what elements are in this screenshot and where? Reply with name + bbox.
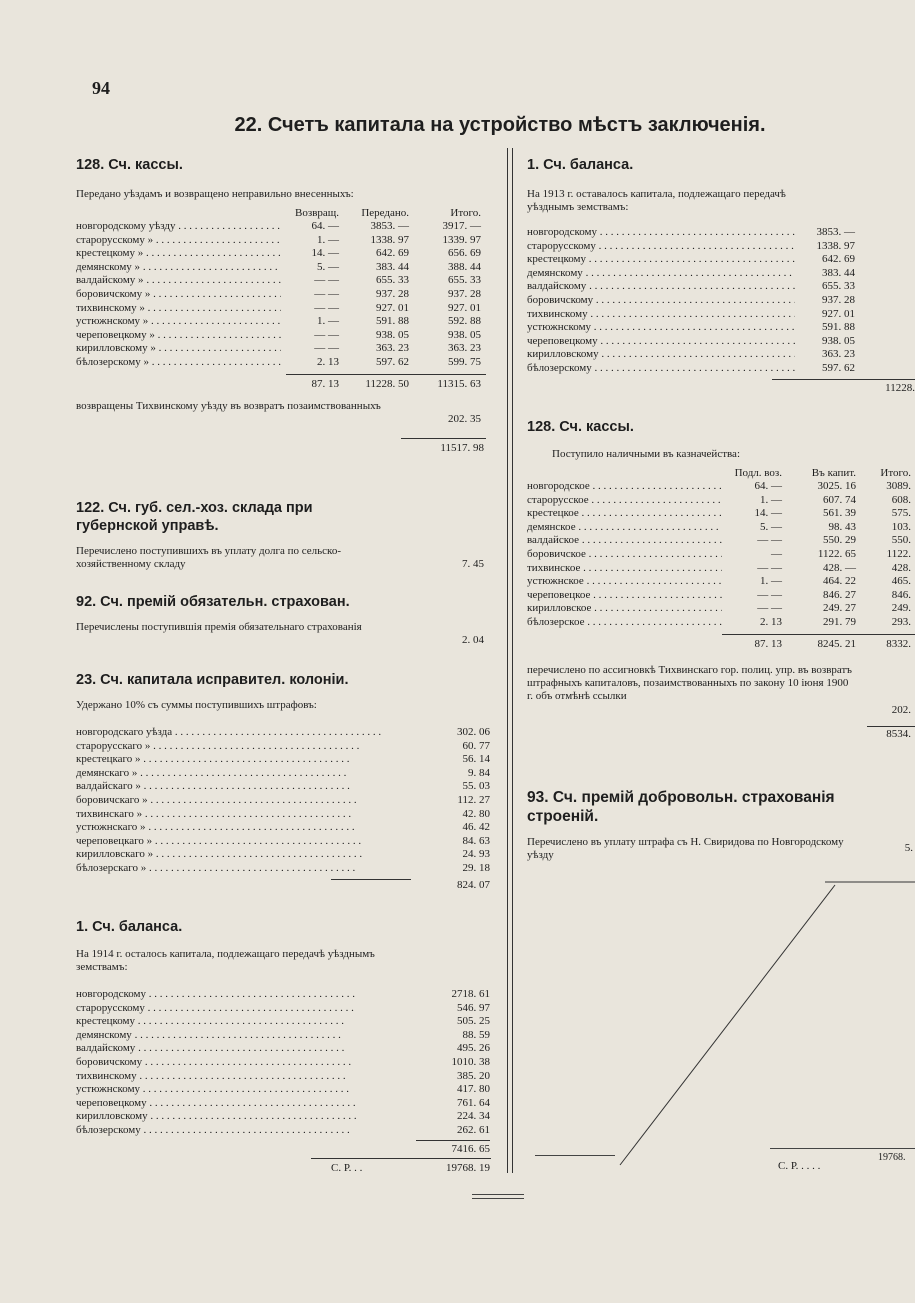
table-row — [527, 348, 855, 362]
table-row — [527, 602, 915, 616]
row-value: — — — [757, 588, 782, 601]
table-row — [527, 494, 915, 508]
row-label: тихвинскому » . . . — [76, 302, 281, 316]
row-value: 224. 34 — [457, 1110, 490, 1123]
row-label: новгородскому . . . — [76, 988, 410, 1002]
col-header: Итого. — [450, 207, 481, 219]
row-value: 388. 44 — [448, 260, 481, 273]
table-row — [527, 575, 915, 589]
row-value: 302. 06 — [457, 726, 490, 738]
row-value: — — — [757, 534, 782, 547]
table-row — [527, 534, 915, 548]
table-row — [76, 1029, 490, 1043]
column-headers — [76, 207, 490, 220]
section-value: 5. — [904, 842, 913, 854]
col-header: Подл. воз. — [734, 467, 782, 479]
row-label: бѣлозерскаго » . . . — [76, 862, 410, 876]
table-row — [76, 342, 490, 356]
table-row — [527, 240, 855, 254]
row-label: боровичскаго » . . . — [76, 794, 410, 808]
row-label: новгородскому . . . — [527, 226, 795, 240]
table-row — [527, 589, 915, 603]
table-row — [76, 288, 490, 302]
row-value: 550. — [891, 534, 911, 547]
section-text: Перечислено поступившихъ въ уплату долга по сельско-хозяйственному складу — [76, 545, 341, 570]
page-footer-rule — [472, 1198, 524, 1199]
column-headers — [527, 467, 915, 480]
row-value: — — — [314, 274, 339, 287]
row-value: 597. 62 — [822, 361, 855, 374]
row-value: 14. — — [311, 247, 339, 260]
section-intro: Передано уѣздамъ и возвращено неправильно внесенныхъ: — [76, 188, 354, 200]
table-row — [527, 480, 915, 494]
row-label: валдайскому . . . — [527, 280, 795, 294]
right-bottom-rule — [535, 1155, 615, 1156]
row-label: череповецкое . . . — [527, 589, 722, 603]
table-row — [527, 507, 915, 521]
row-label: кирилловскому . . . — [527, 348, 795, 362]
row-value: 363. 23 — [822, 348, 855, 361]
table-row — [527, 226, 855, 240]
row-value: 575. — [891, 507, 911, 520]
table-row — [76, 835, 490, 849]
total-row — [76, 1138, 490, 1156]
row-value: 505. 25 — [457, 1015, 490, 1028]
row-value: 428. — [891, 561, 911, 574]
row-value: 597. 62 — [376, 355, 409, 368]
row-label: череповецкому . . . — [76, 1097, 410, 1111]
page-footer-rule — [472, 1194, 524, 1195]
table-row — [76, 740, 490, 754]
row-value: 642. 69 — [822, 253, 855, 266]
row-value: 64. — — [754, 480, 782, 492]
section-93 — [527, 788, 915, 862]
table-row — [76, 1124, 490, 1138]
table-row — [527, 616, 915, 630]
row-value: 42. 80 — [462, 807, 490, 820]
row-value: 88. 59 — [462, 1028, 490, 1041]
row-value: — — — [314, 328, 339, 341]
table-row — [527, 521, 915, 535]
row-value: 2718. 61 — [451, 988, 490, 1000]
row-label: устюжнскому . . . — [76, 1083, 410, 1097]
row-value: 937. 28 — [448, 287, 481, 300]
row-value: 3089. — [886, 480, 911, 492]
row-label: старорусскаго » . . . — [76, 740, 410, 754]
table-row — [76, 767, 490, 781]
table-row — [76, 1042, 490, 1056]
row-label: бѣлозерскому . . . — [527, 362, 795, 376]
total-value: 87. 13 — [311, 377, 339, 390]
row-value: 1010. 38 — [451, 1055, 490, 1068]
row-value: 927. 01 — [376, 301, 409, 314]
table-row — [76, 821, 490, 835]
sr-value: 19768. 19 — [446, 1161, 490, 1174]
row-value: 428. — — [823, 561, 856, 574]
total-value: 824. 07 — [457, 878, 490, 891]
grand-total-value: 11517. 98 — [440, 441, 484, 454]
section-128-left — [76, 156, 490, 456]
returned-value: 202. 35 — [448, 412, 481, 425]
table-rows — [76, 726, 490, 876]
row-value: — — [771, 547, 782, 560]
section-heading: 92. Сч. премій обязательн. страхован. — [76, 594, 350, 610]
row-label: демянскому . . . — [527, 267, 795, 281]
total-value: 8245. 21 — [817, 637, 856, 650]
row-value: 1338. 97 — [370, 233, 409, 246]
table-row — [76, 1070, 490, 1084]
grand-total-row — [527, 724, 915, 744]
page-title: 22. Счетъ капитала на устройство мѣстъ заключенія. — [234, 114, 766, 136]
row-value: 1122. 65 — [817, 547, 856, 560]
row-value: 937. 28 — [376, 287, 409, 300]
table-row — [76, 726, 490, 740]
table-row — [76, 220, 490, 234]
row-value: 417. 80 — [457, 1083, 490, 1096]
row-value: 9. 84 — [468, 766, 490, 779]
row-value: 642. 69 — [376, 247, 409, 260]
table-row — [76, 1110, 490, 1124]
total-value: 11315. 63 — [437, 377, 481, 390]
table-row — [76, 1056, 490, 1070]
grand-total-row — [76, 436, 490, 456]
transfer-value: 202. — [891, 703, 911, 716]
table-rows — [527, 226, 855, 376]
row-label: тихвинскаго » . . . — [76, 808, 410, 822]
row-value: 927. 01 — [822, 307, 855, 320]
row-label: боровичскому . . . — [527, 294, 795, 308]
row-value: 927. 01 — [448, 301, 481, 314]
table-row — [527, 267, 855, 281]
table-row — [527, 562, 915, 576]
section-intro: Удержано 10% съ суммы поступившихъ штрафовъ: — [76, 699, 317, 711]
section-heading: 1. Сч. баланса. — [527, 157, 634, 173]
row-value: 1339. 97 — [442, 233, 481, 246]
row-value: — — — [314, 342, 339, 355]
table-row — [76, 1015, 490, 1029]
row-label: старорусскому . . . — [76, 1002, 410, 1016]
total-value: 8332. — [886, 637, 911, 650]
col-header: Въ капит. — [811, 467, 856, 479]
table-row — [527, 335, 855, 349]
section-heading: 23. Сч. капитала исправител. колоніи. — [76, 672, 349, 688]
row-value: 938. 05 — [448, 328, 481, 341]
row-label: новгородскаго уѣзда . . . — [76, 726, 410, 740]
row-value: 846. 27 — [823, 588, 856, 601]
row-label: крестецкому . . . — [527, 253, 795, 267]
grand-total-value: 8534. — [886, 727, 911, 740]
row-label: демянскаго » . . . — [76, 767, 410, 781]
row-value: 599. 75 — [448, 355, 481, 368]
totals-row — [76, 370, 490, 392]
row-label: бѣлозерскому » . . . — [76, 356, 281, 370]
row-label: крестецкаго » . . . — [76, 753, 410, 767]
row-label: валдайскому » . . . — [76, 274, 281, 288]
row-label: валдайское . . . — [527, 534, 722, 548]
total-row — [527, 376, 915, 394]
row-value: 385. 20 — [457, 1069, 490, 1082]
section-heading: 128. Сч. кассы. — [527, 419, 634, 435]
total-value: 87. 13 — [754, 637, 782, 650]
row-value: 249. 27 — [823, 602, 856, 615]
row-label: демянскому » . . . — [76, 261, 281, 275]
row-value: 291. 79 — [823, 615, 856, 628]
row-value: 592. 88 — [448, 315, 481, 328]
row-label: старорусскому » . . . — [76, 234, 281, 248]
table-row — [527, 548, 915, 562]
row-value: 655. 33 — [822, 280, 855, 293]
col-header: Возвращ. — [295, 207, 339, 219]
row-value: — — — [314, 301, 339, 314]
table-row — [76, 274, 490, 288]
table-row — [76, 247, 490, 261]
row-label: кирилловскаго » . . . — [76, 848, 410, 862]
row-value: 60. 77 — [462, 739, 490, 752]
row-value: 14. — — [754, 507, 782, 520]
row-value: 655. 33 — [376, 274, 409, 287]
row-value: 1122. — [886, 547, 911, 560]
table-row — [76, 753, 490, 767]
table-row — [76, 315, 490, 329]
col-header: Передано. — [361, 207, 409, 219]
table-row — [76, 780, 490, 794]
sr-label: С. Р. . . . . — [778, 1160, 821, 1172]
row-value: 3917. — — [442, 220, 481, 232]
section-heading: 93. Сч. премій добровольн. страхованія строеній. — [527, 789, 835, 825]
table-row — [76, 356, 490, 370]
page-number: 94 — [92, 78, 110, 98]
row-label: боровичское . . . — [527, 548, 722, 562]
table-row — [527, 308, 855, 322]
row-label: крестецкое . . . — [527, 507, 722, 521]
section-intro: Поступило наличными въ казначейства: — [552, 448, 740, 460]
row-value: 1338. 97 — [816, 239, 855, 252]
row-value: 1. — — [760, 575, 782, 588]
section-text: Перечислено въ уплату штрафа съ Н. Свиридова по Новгородскому уѣзду — [527, 836, 844, 861]
section-text: Перечислены поступившія премія обязательнаго страхованія — [76, 621, 362, 633]
section-23 — [76, 671, 490, 896]
row-value: 2. 13 — [317, 355, 339, 368]
row-value: 5. — — [760, 520, 782, 533]
sr-value: 19768. — [878, 1152, 906, 1163]
row-value: 262. 61 — [457, 1123, 490, 1136]
row-value: 5. — — [317, 260, 339, 273]
table-row — [76, 1097, 490, 1111]
row-value: 383. 44 — [376, 260, 409, 273]
row-value: 655. 33 — [448, 274, 481, 287]
row-label: устюжнское . . . — [527, 575, 722, 589]
row-value: — — — [757, 602, 782, 615]
totals-row — [527, 630, 915, 652]
row-value: 937. 28 — [822, 293, 855, 306]
row-label: новгородскому уѣзду . . . — [76, 220, 281, 234]
row-value: 103. — [891, 520, 911, 533]
row-label: старорусское . . . — [527, 494, 722, 508]
row-value: 84. 63 — [462, 834, 490, 847]
section-intro: На 1914 г. осталось капитала, подлежащаго передачѣ уѣзднымъ земствамъ: — [76, 948, 375, 973]
section-92 — [76, 593, 490, 646]
row-value: 608. — [891, 493, 911, 506]
section-heading: 128. Сч. кассы. — [76, 157, 183, 173]
table-rows — [76, 988, 490, 1138]
row-value: 846. — [891, 588, 911, 601]
row-value: 98. 43 — [828, 520, 856, 533]
sr-row — [76, 1156, 490, 1176]
total-value: 7416. 65 — [451, 1142, 490, 1155]
total-value: 11228. — [885, 381, 915, 394]
sr-label: С. Р. . . — [331, 1161, 363, 1174]
row-label: тихвинскому . . . — [527, 308, 795, 322]
row-value: 3025. 16 — [817, 480, 856, 492]
table-row — [76, 234, 490, 248]
table-row — [76, 1083, 490, 1097]
row-label: череповецкому . . . — [527, 335, 795, 349]
returned-text: возвращены Тихвинскому уѣзду въ возвратъ позаимствованныхъ — [76, 399, 381, 412]
section-128-right — [527, 418, 915, 744]
table-row — [76, 808, 490, 822]
total-value: 11228. 50 — [365, 377, 409, 390]
row-value: — — — [314, 287, 339, 300]
row-value: 2. 13 — [760, 615, 782, 628]
row-value: 656. 69 — [448, 247, 481, 260]
row-value: 550. 29 — [823, 534, 856, 547]
row-value: 64. — — [311, 220, 339, 232]
table-row — [76, 862, 490, 876]
section-1-left — [76, 918, 490, 1176]
row-value: 249. — [891, 602, 911, 615]
row-value: 1. — — [760, 493, 782, 506]
right-bottom-rule — [770, 1148, 915, 1149]
row-label: устюжнскому » . . . — [76, 315, 281, 329]
row-label: демянскому . . . — [76, 1029, 410, 1043]
row-label: кирилловское . . . — [527, 602, 722, 616]
table-row — [76, 261, 490, 275]
row-value: 363. 23 — [376, 342, 409, 355]
row-label: устюжнскому . . . — [527, 321, 795, 335]
table-row — [527, 294, 855, 308]
row-value: 46. 42 — [462, 821, 490, 834]
row-label: старорусскому . . . — [527, 240, 795, 254]
row-value: 112. 27 — [457, 793, 490, 806]
row-value: 383. 44 — [822, 266, 855, 279]
row-label: демянское . . . — [527, 521, 722, 535]
row-label: крестецкому . . . — [76, 1015, 410, 1029]
row-value: 561. 39 — [823, 507, 856, 520]
section-1-right — [527, 156, 915, 394]
row-value: 495. 26 — [457, 1042, 490, 1055]
section-heading: 1. Сч. баланса. — [76, 919, 183, 935]
row-label: валдайскому . . . — [76, 1042, 410, 1056]
cancel-diagonal-line — [600, 880, 915, 1170]
table-row — [76, 794, 490, 808]
row-value: 293. — [891, 615, 911, 628]
row-value: 29. 18 — [462, 861, 490, 874]
transfer-row — [527, 664, 915, 724]
row-value: 761. 64 — [457, 1096, 490, 1109]
returned-row — [76, 400, 490, 436]
row-value: 607. 74 — [823, 493, 856, 506]
row-value: — — — [757, 561, 782, 574]
row-value: 1. — — [317, 233, 339, 246]
row-value: 591. 88 — [822, 321, 855, 334]
row-label: череповецкаго » . . . — [76, 835, 410, 849]
section-value: 7. 45 — [462, 558, 484, 570]
row-value: 363. 23 — [448, 342, 481, 355]
table-row — [527, 321, 855, 335]
row-label: бѣлозерское . . . — [527, 616, 722, 630]
column-divider — [507, 148, 508, 1173]
row-label: боровичскому » . . . — [76, 288, 281, 302]
row-label: крестецкому » . . . — [76, 247, 281, 261]
row-label: боровичскому . . . — [76, 1056, 410, 1070]
table-row — [527, 253, 855, 267]
table-rows — [527, 480, 915, 630]
row-label: кирилловскому . . . — [76, 1110, 410, 1124]
section-122 — [76, 499, 490, 571]
section-heading: 122. Сч. губ. сел.-хоз. склада при губернской управѣ. — [76, 500, 313, 534]
table-row — [76, 848, 490, 862]
col-header: Итого. — [880, 467, 911, 479]
row-value: 1. — — [317, 315, 339, 328]
row-label: устюжнскаго » . . . — [76, 821, 410, 835]
table-row — [76, 329, 490, 343]
row-value: 24. 93 — [462, 848, 490, 861]
row-label: валдайскаго » . . . — [76, 780, 410, 794]
table-row — [76, 302, 490, 316]
row-label: бѣлозерскому . . . — [76, 1124, 410, 1138]
table-row — [527, 280, 855, 294]
row-value: 56. 14 — [462, 753, 490, 766]
row-value: 591. 88 — [376, 315, 409, 328]
table-row — [76, 988, 490, 1002]
row-value: 465. — [891, 575, 911, 588]
row-value: 55. 03 — [462, 780, 490, 793]
row-label: тихвинскому . . . — [76, 1070, 410, 1084]
row-value: 3853. — — [816, 226, 855, 238]
row-value: 938. 05 — [822, 334, 855, 347]
row-label: кирилловскому » . . . — [76, 342, 281, 356]
row-label: череповецкому » . . . — [76, 329, 281, 343]
row-value: 3853. — — [370, 220, 409, 232]
row-value: 464. 22 — [823, 575, 856, 588]
row-label: новгородское . . . — [527, 480, 722, 494]
total-row — [76, 876, 490, 896]
section-value: 2. 04 — [462, 634, 484, 646]
table-row — [527, 362, 855, 376]
column-divider — [512, 148, 513, 1173]
row-label: тихвинское . . . — [527, 562, 722, 576]
table-row — [76, 1002, 490, 1016]
section-intro: На 1913 г. оставалось капитала, подлежащаго передачѣ уѣзднымъ земствамъ: — [527, 188, 786, 213]
transfer-text: перечислено по ассигновкѣ Тихвинскаго гор. полиц. упр. въ возвратъ штрафныхъ капиталовъ, позаимствованныхъ по закону 10 іюня 1900 г. объ отмѣнѣ ссылки — [527, 663, 852, 702]
row-value: 938. 05 — [376, 328, 409, 341]
table-rows — [76, 220, 490, 370]
row-value: 546. 97 — [457, 1001, 490, 1014]
